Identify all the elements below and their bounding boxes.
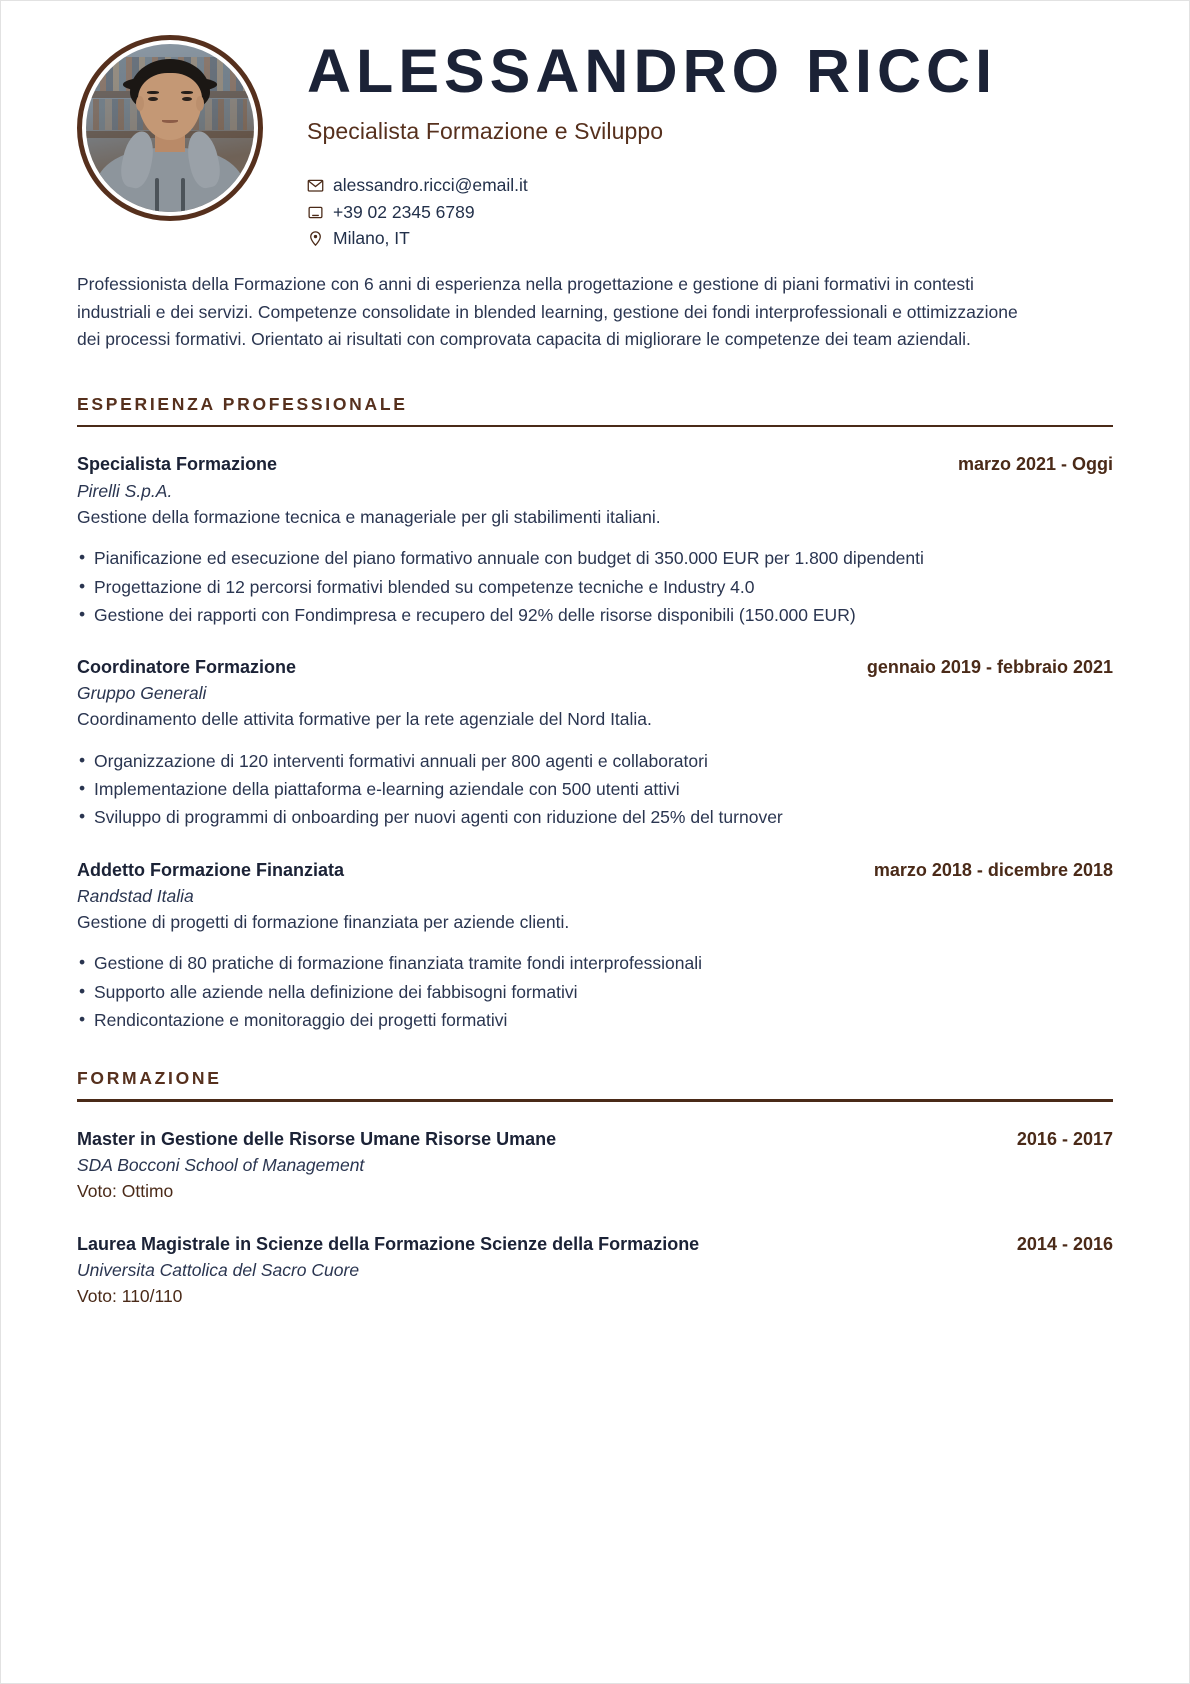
job-company: Pirelli S.p.A. [77, 480, 173, 501]
job-date-range: gennaio 2019 - febbraio 2021 [866, 657, 1113, 678]
eyebrow-left [147, 91, 159, 94]
experience-entry [77, 857, 1113, 1034]
professional-summary: Professionista della Formazione con 6 anni di esperienza nella progettazione e gestione di piani formativi in contesti industriali e dei servizi. Competenze consolidate in blended learning, gestione dei fondi interprofessionali e ottimizzazione dei processi formativi. Orientato ai risultati con comprovata capacita di migliorare le competenze dei team aziendali. [77, 274, 1018, 350]
eyebrow-right [181, 91, 193, 94]
job-role: Addetto Formazione Finanziata [77, 859, 345, 880]
resume-header [1, 1, 1189, 261]
education-section [77, 1068, 1113, 1309]
job-description: Coordinamento delle attivita formative per la rete agenziale del Nord Italia. [77, 709, 652, 730]
job-bullet-list [77, 748, 1113, 831]
contact-list [307, 177, 1189, 248]
list-item: • Gestione di 80 pratiche di formazione finanziata tramite fondi interprofessionali [77, 950, 977, 976]
entry-header [77, 857, 1113, 883]
section-divider [77, 1099, 1113, 1102]
list-item: • Supporto alle aziende nella definizione dei fabbisogni formativi [77, 979, 977, 1005]
job-role: Coordinatore Formazione [77, 657, 297, 678]
header-text-block [307, 37, 1189, 248]
hood-string-left [155, 178, 159, 212]
experience-entry [77, 451, 1113, 628]
hood-string-right [181, 178, 185, 212]
job-date-range: marzo 2021 - Oggi [957, 454, 1113, 475]
entry-header [77, 654, 1113, 680]
list-item: • Gestione dei rapporti con Fondimpresa e recupero del 92% delle risorse disponibili (150.000 EUR) [77, 602, 977, 628]
degree-grade: Voto: Ottimo [77, 1181, 174, 1202]
section-divider [77, 425, 1113, 428]
job-company: Randstad Italia [77, 885, 194, 906]
list-item: • Implementazione della piattaforma e-learning aziendale con 500 utenti attivi [77, 776, 977, 802]
education-entry [77, 1231, 1113, 1310]
job-bullet-list [77, 545, 1113, 628]
job-date-range: marzo 2018 - dicembre 2018 [873, 859, 1113, 880]
contact-location[interactable] [307, 230, 1189, 248]
list-item: • Organizzazione di 120 interventi formativi annuali per 800 agenti e collaboratori [77, 748, 977, 774]
location-pin-icon [307, 230, 324, 247]
job-company: Gruppo Generali [77, 683, 207, 704]
avatar [77, 35, 263, 221]
contact-email-text: alessandro.ricci@email.it [333, 175, 528, 195]
profile-photo [86, 44, 254, 212]
experience-section-title: ESPERIENZA PROFESSIONALE [77, 393, 408, 414]
institution-name: SDA Bocconi School of Management [77, 1154, 365, 1175]
list-item: • Sviluppo di programmi di onboarding per nuovi agenti con riduzione del 25% del turnover [77, 804, 977, 830]
degree-grade: Voto: 110/110 [77, 1286, 183, 1307]
list-item: • Progettazione di 12 percorsi formativi blended su competenze tecniche e Industry 4.0 [77, 574, 977, 600]
list-item: • Rendicontazione e monitoraggio dei progetti formativi [77, 1007, 977, 1033]
candidate-job-title: Specialista Formazione e Sviluppo [307, 118, 664, 144]
ear-left [136, 96, 144, 111]
entry-header [77, 451, 1113, 477]
list-item: • Pianificazione ed esecuzione del piano formativo annuale con budget di 350.000 EUR per 1.800 dipendenti [77, 545, 977, 571]
entry-header [77, 1126, 1113, 1152]
envelope-icon [307, 177, 324, 194]
job-description: Gestione della formazione tecnica e manageriale per gli stabilimenti italiani. [77, 506, 661, 527]
education-entry [77, 1126, 1113, 1205]
candidate-name: ALESSANDRO RICCI [307, 37, 998, 105]
degree-date-range: 2014 - 2016 [1016, 1233, 1113, 1254]
entry-header [77, 1231, 1113, 1257]
contact-location-text: Milano, IT [333, 228, 410, 248]
job-bullet-list [77, 950, 1113, 1033]
experience-section [77, 394, 1113, 1033]
education-section-title: FORMAZIONE [77, 1068, 222, 1089]
contact-email[interactable] [307, 177, 1189, 195]
phone-icon [307, 204, 324, 221]
degree-title: Master in Gestione delle Risorse Umane Risorse Umane [77, 1128, 557, 1149]
contact-phone-text: +39 02 2345 6789 [333, 201, 475, 222]
job-role: Specialista Formazione [77, 454, 278, 475]
contact-phone[interactable] [307, 201, 1189, 222]
degree-title: Laurea Magistrale in Scienze della Formazione Scienze della Formazione [77, 1233, 700, 1254]
degree-date-range: 2016 - 2017 [1016, 1128, 1113, 1149]
job-description: Gestione di progetti di formazione finanziata per aziende clienti. [77, 912, 570, 933]
institution-name: Universita Cattolica del Sacro Cuore [77, 1259, 360, 1280]
experience-entry [77, 654, 1113, 831]
hoodie-shape [96, 148, 244, 212]
